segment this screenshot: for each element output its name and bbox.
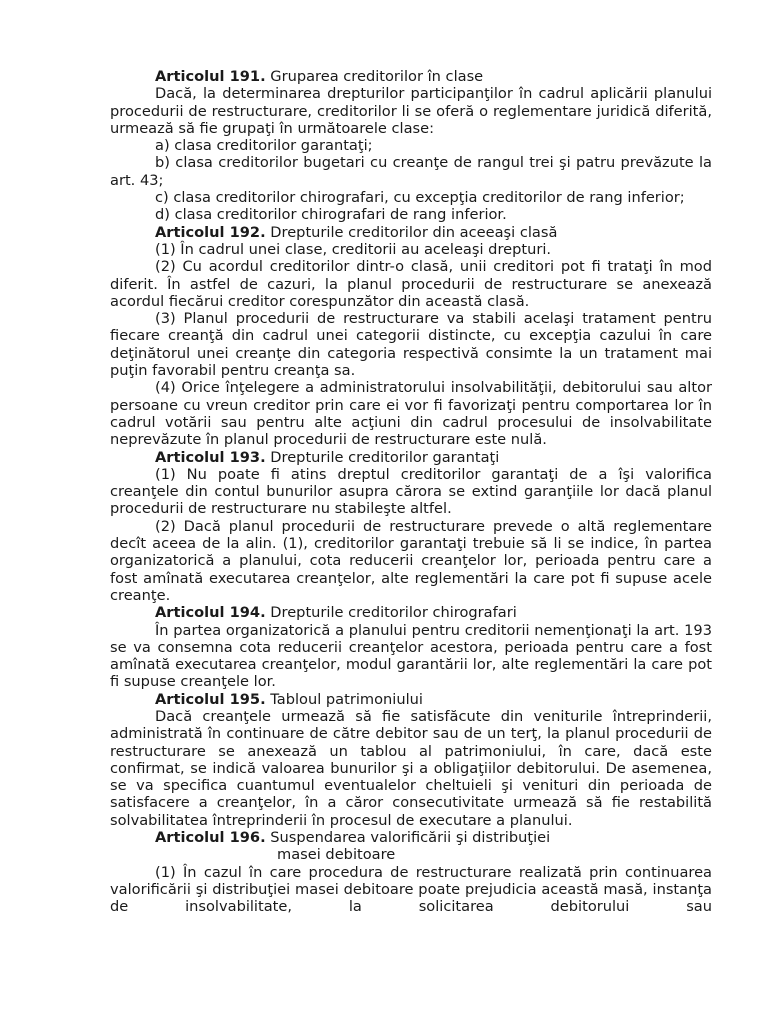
paragraph: c) clasa creditorilor chirografari, cu excepţia creditorilor de rang inferior; (155, 189, 685, 207)
paragraph: d) clasa creditorilor chirografari de rang inferior. (155, 206, 507, 224)
article-title: Drepturile creditorilor garantaţi (270, 448, 500, 466)
paragraph: (1) Nu poate fi atins dreptul creditorilor garantaţi de a îşi valorifica creanţele din contul bunurilor asupra cărora se extind garanţiile lor dacă planul procedurii de restructurare nu stabileşte altfel. (110, 465, 712, 518)
paragraph: Dacă creanţele urmează să fie satisfăcute din veniturile întreprinderii, administrată în continuare de către debitor sau de un terţ, la planul procedurii de restructurare se anexează un tablou al patrimoniului, în care, dacă este confirmat, se indică valoarea bunurilor şi a obligaţiilor debitorului. De asemenea, se va specifica cuantumul eventualelor cheltuieli şi venituri din perioada de satisfacere a creanţelor, în a căror consecutivitate urmează să fie restabilită solvabilitatea întreprinderii în procesul de executare a planului. (110, 707, 712, 829)
article-title: Drepturile creditorilor chirografari (270, 604, 517, 622)
paragraph: (1) În cazul în care procedura de restructurare realizată prin continuarea valorificării şi distribuţiei masei debitoare poate prejudicia această masă, instanţa de insolvabilitate, la solicitarea debitorului sau (110, 863, 712, 916)
paragraph: (2) Cu acordul creditorilor dintr-o clasă, unii creditori pot fi trataţi în mod diferit. În astfel de cazuri, la planul procedurii de restructurare se anexează acordul fiecărui creditor corespunzător din această clasă. (110, 258, 712, 310)
paragraph: (1) În cadrul unei clase, creditorii au aceleaşi drepturi. (155, 240, 552, 258)
article-number: Articolul 192. (155, 223, 266, 241)
paragraph: b) clasa creditorilor bugetari cu creanţe de rangul trei şi patru prevăzute la art. 43; (110, 154, 712, 189)
paragraph: (2) Dacă planul procedurii de restructurare prevede o altă reglementare decît aceea de la alin. (1), creditorilor garantaţi trebuie să li se indice, în partea organizatorică a planului, cota reducerii creanţelor lor, perioada pentru care a fost amînată executarea creanţelor, alte reglementări la care pot fi supuse acele creanţe. (110, 517, 712, 604)
article-heading (110, 604, 712, 621)
article-title: Tabloul patrimoniului (270, 690, 423, 708)
article-title: Drepturile creditorilor din aceeaşi clasă (270, 223, 558, 241)
article-title-continuation: masei debitoare (277, 846, 396, 864)
article-title: Gruparea creditorilor în clase (270, 68, 484, 85)
paragraph: În partea organizatorică a planului pentru creditorii nemenţionaţi la art. 193 se va consemna cota reducerii creanţelor acestora, perioada pentru care a fost amînată executarea creanţelor, modul garantării lor, alte reglementări la care pot fi supuse creanţele lor. (110, 621, 712, 691)
article-number: Articolul 195. (155, 690, 266, 708)
article-number: Articolul 193. (155, 448, 266, 466)
paragraph: a) clasa creditorilor garantaţi; (155, 137, 373, 155)
paragraph: (3) Planul procedurii de restructurare va stabili acelaşi tratament pentru fiecare creanţă din cadrul unei categorii distincte, cu excepţia cazului în care deţinătorul unei creanţe din categoria respectivă consimte la un tratament mai puţin favorabil pentru creanţa sa. (110, 310, 712, 380)
article-number: Articolul 194. (155, 604, 266, 622)
article-number: Articolul 191. (155, 68, 266, 85)
article-heading (110, 224, 712, 241)
article-heading (110, 68, 712, 85)
article-heading (110, 691, 712, 708)
paragraph: Dacă, la determinarea drepturilor participanţilor în cadrul aplicării planului procedurii de restructurare, creditorilor li se oferă o reglementare juridică diferită, urmează să fie grupaţi în următoarele clase: (110, 85, 712, 137)
article-title: Suspendarea valorificării şi distribuţiei (270, 829, 551, 847)
paragraph: (4) Orice înţelegere a administratorului insolvabilităţii, debitorului sau altor persoane cu vreun creditor prin care ei vor fi favorizaţi pentru comportarea lor în cadrul votării sau pentru alte acţiuni din cadrul procesului de insolvabilitate neprevăzute în planul procedurii de restructurare este nulă. (110, 379, 712, 449)
article-heading (110, 449, 712, 466)
article-number: Articolul 196. (155, 829, 266, 847)
article-heading (110, 829, 712, 864)
document-body (110, 68, 712, 916)
